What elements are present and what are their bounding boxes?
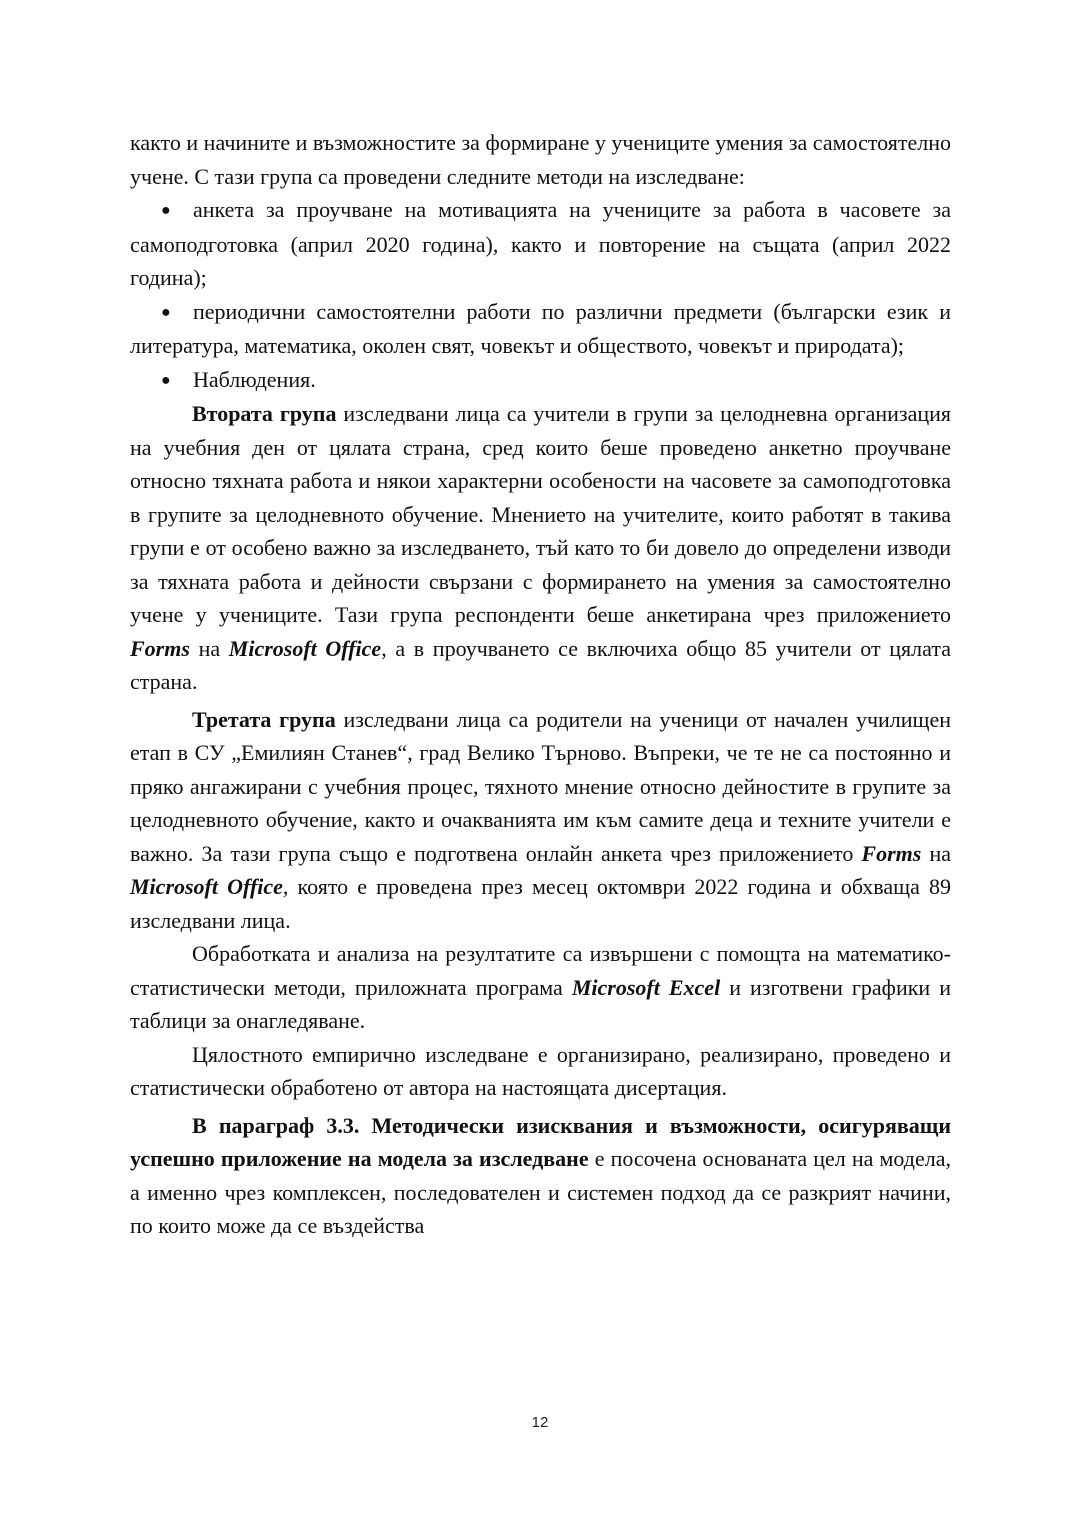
bullet-icon: ● bbox=[161, 371, 171, 389]
second-group-paragraph: Втората група изследвани лица са учители в групи за целодневна организация на учебния ден от цялата страна, сред които беше проведено анкетно проучване относно тяхната работа и някои характерни особености на часовете за самоподготовка в групите за целодневното обучение. Мнението на учителите, които работят в такива групи е от особено важно за изследването, тъй като то би довело до определени изводи за тяхната работа и дейности свързани с формирането на умения за самостоятелно учене у учениците. Тази група респонденти беше анкетирана чрез приложението Forms на Microsoft Office, а в проучването се включиха общо 85 учители от цялата страна. bbox=[130, 401, 951, 694]
document-page bbox=[130, 126, 951, 1243]
page-number: 12 bbox=[531, 1414, 549, 1431]
bullet-icon: ● bbox=[161, 303, 171, 321]
processing-paragraph: Обработката и анализа на резултатите са извършени с помощта на математико-статистически методи, приложната програма Microsoft Excel и изготвени графики и таблици за онагледяване. bbox=[130, 941, 951, 1033]
bullet-icon: ● bbox=[161, 202, 171, 219]
bullet-item-works: ● периодични самостоятелни работи по различни предмети (български език и литература, математика, околен свят, човекът и обществото, човекът и природата); bbox=[130, 295, 951, 363]
bullet-item-observations: ● Наблюдения. bbox=[130, 363, 951, 398]
bullet-item-survey: ● анкета за проучване на мотивацията на учениците за работа в часовете за самоподготовка (април 2020 година), както и повторение на същата (април 2022 година); bbox=[130, 193, 951, 295]
third-group-paragraph: Третата група изследвани лица са родители на ученици от начален училищен етап в СУ „Емилиян Станев“, град Велико Търново. Въпреки, че те не са постоянно и пряко ангажирани с учебния процес, тяхното мнение относно дейностите в групите за целодневното обучение, както и очакванията им към самите деца и техните учители е важно. За тази група също е подготвена онлайн анкета чрез приложението Forms на Microsoft Office, която е проведена през месец октомври 2022 година и обхваща 89 изследвани лица. bbox=[130, 706, 952, 933]
empirical-paragraph: Цялостното емпирично изследване е организирано, реализирано, проведено и статистически обработено от автора на настоящата дисертация. bbox=[130, 1041, 951, 1100]
intro-paragraph: както и начините и възможностите за формиране у учениците умения за самостоятелно учене. С тази група са проведени следните методи на изследване: bbox=[130, 130, 951, 189]
section-paragraph: В параграф 3.3. Методически изисквания и възможности, осигуряващи успешно приложение на модела за изследване е посочена основаната цел на модела, а именно чрез комплексен, последователен и системен подход да се разкрият начини, по които може да се въздейства bbox=[130, 1112, 951, 1238]
